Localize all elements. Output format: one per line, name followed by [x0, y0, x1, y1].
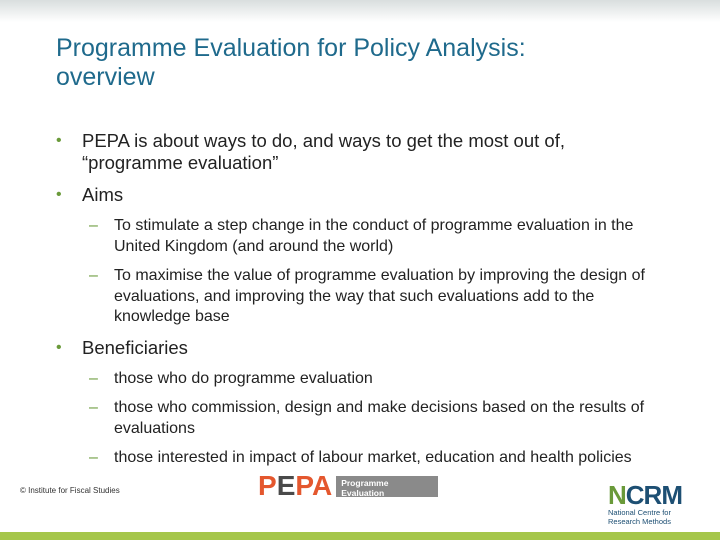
ncrm-subtitle	[608, 509, 708, 526]
ncrm-subtitle-line-1: National Centre for	[608, 508, 671, 517]
dash-glyph: –	[89, 267, 98, 284]
pepa-letter-p: P	[258, 470, 277, 501]
pepa-tagline-line-2: for Policy Analysis	[341, 497, 417, 508]
bullet-aims	[56, 184, 666, 206]
ncrm-wordmark	[608, 482, 708, 508]
sub-bullet	[56, 369, 666, 390]
pepa-letter-e: E	[276, 470, 296, 501]
dash-glyph: –	[89, 449, 98, 466]
bullet-text: Aims	[82, 184, 124, 205]
ncrm-letter-n: N	[608, 480, 626, 510]
copyright-text: © Institute for Fiscal Studies	[20, 486, 120, 495]
ncrm-subtitle-line-2: Research Methods	[608, 516, 671, 526]
sub-bullet-text: To stimulate a step change in the conduct of programme evaluation in the United Kingdom (and around the world)	[114, 217, 634, 255]
pepa-letters-pa: PA	[295, 470, 333, 501]
bullet-glyph: •	[56, 186, 62, 203]
pepa-tagline-box	[336, 476, 438, 508]
dash-glyph: –	[89, 217, 98, 234]
slide-title	[56, 34, 656, 92]
pepa-wordmark	[258, 472, 332, 500]
dash-glyph: –	[89, 369, 98, 387]
sub-bullet	[56, 448, 666, 469]
sub-bullet-text: those who commission, design and make decisions based on the results of evaluations	[114, 399, 645, 437]
title-line-1: Programme Evaluation for Policy Analysis:	[56, 34, 526, 62]
sub-bullet	[56, 398, 666, 439]
pepa-tagline-line-1: Programme Evaluation	[341, 477, 389, 498]
sub-bullet	[56, 266, 666, 328]
title-line-2: overview	[56, 63, 155, 91]
ncrm-letters-crm: CRM	[625, 480, 682, 510]
sub-bullet-text: To maximise the value of programme evaluation by improving the design of evaluations, and improving the way that such evaluations add to the knowledge base	[114, 267, 645, 325]
bullet-beneficiaries	[56, 337, 666, 359]
pepa-logo	[258, 470, 438, 508]
bullet-glyph: •	[56, 338, 62, 356]
ncrm-logo	[608, 482, 708, 526]
sub-bullet-text: those interested in impact of labour market, education and health policies	[114, 449, 632, 466]
slide-content	[56, 130, 666, 478]
sub-bullet	[56, 216, 666, 257]
bullet-text: Beneficiaries	[82, 336, 188, 358]
sub-bullet-text: those who do programme evaluation	[114, 369, 373, 387]
bottom-accent-bar	[0, 532, 720, 540]
dash-glyph: –	[89, 399, 98, 416]
top-gradient-band	[0, 0, 720, 22]
bullet-glyph: •	[56, 132, 62, 149]
bullet-text: PEPA is about ways to do, and ways to get the most out of, “programme evaluation”	[82, 130, 565, 173]
bullet-pepa	[56, 130, 666, 174]
